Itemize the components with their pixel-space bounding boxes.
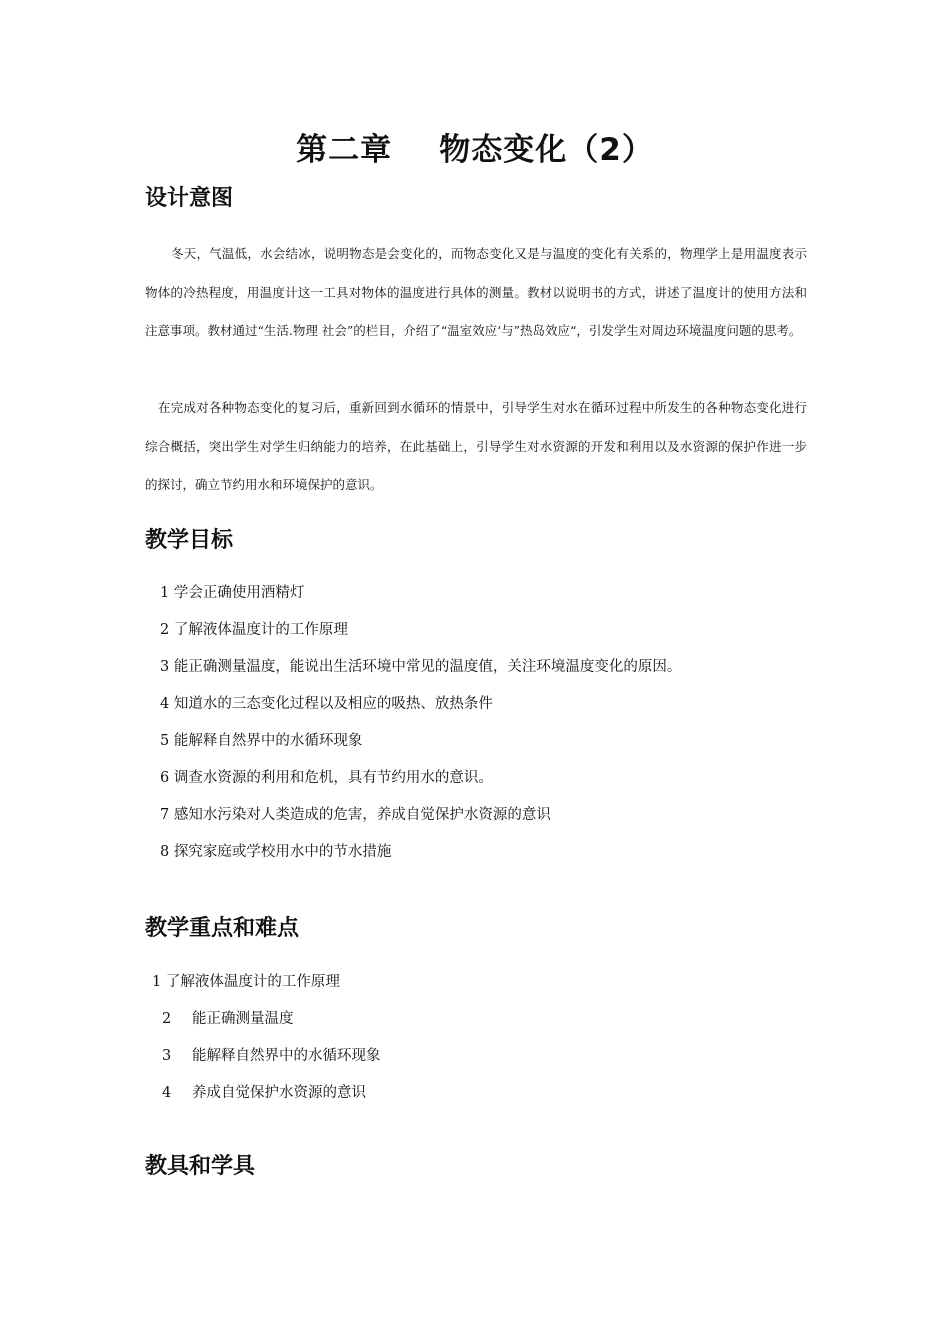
key-point-number: 2 xyxy=(162,1011,172,1027)
key-points-list xyxy=(152,964,381,1112)
heading-key-points: 教学重点和难点 xyxy=(145,916,300,941)
key-point-text: 能正确测量温度 xyxy=(192,1011,294,1027)
objective-item: 2 了解液体温度计的工作原理 xyxy=(160,622,348,638)
key-point-text: 能解释自然界中的水循环现象 xyxy=(192,1048,381,1064)
key-point-item xyxy=(152,1001,381,1038)
key-point-number: 1 xyxy=(152,974,162,990)
design-paragraph-1: 冬天，气温低，水会结冰，说明物态是会变化的，而物态变化又是与温度的变化有关系的，物理学上是用温度表示物体的冷热程度，用温度计这一工具对物体的温度进行具体的测量。教材以说明书的方式，讲述了温度计的使用方法和注意事项。教材通过“生活.物理 社会”的栏目，介绍了“温室效应‘与”热岛效应“，引发学生对周边环境温度问题的思考。 xyxy=(145,246,807,338)
key-point-text: 养成自觉保护水资源的意识 xyxy=(192,1085,366,1101)
key-point-number: 4 xyxy=(162,1085,172,1101)
document-title: 第二章 物态变化（2） xyxy=(296,132,654,168)
objective-item: 4 知道水的三态变化过程以及相应的吸热、放热条件 xyxy=(160,696,493,712)
design-paragraph-2: 在完成对各种物态变化的复习后，重新回到水循环的情景中，引导学生对水在循环过程中所发生的各种物态变化进行综合概括，突出学生对学生归纳能力的培养，在此基础上，引导学生对水资源的开发和利用以及水资源的保护作进一步的探讨，确立节约用水和环境保护的意识。 xyxy=(145,400,807,492)
heading-teaching-objectives: 教学目标 xyxy=(145,528,234,553)
heading-design-intent: 设计意图 xyxy=(145,186,234,211)
heading-teaching-tools: 教具和学具 xyxy=(145,1154,256,1179)
objective-item: 7 感知水污染对人类造成的危害，养成自觉保护水资源的意识 xyxy=(160,807,551,823)
objective-item: 5 能解释自然界中的水循环现象 xyxy=(160,733,363,749)
key-point-number: 3 xyxy=(162,1048,172,1064)
objective-item: 6 调查水资源的利用和危机，具有节约用水的意识。 xyxy=(160,770,493,786)
key-point-item xyxy=(152,1038,381,1075)
objective-item: 1 学会正确使用酒精灯 xyxy=(160,585,305,601)
objective-item: 3 能正确测量温度，能说出生活环境中常见的温度值，关注环境温度变化的原因。 xyxy=(160,659,682,675)
objectives-list xyxy=(160,575,681,871)
key-point-text: 了解液体温度计的工作原理 xyxy=(165,974,340,990)
key-point-item xyxy=(152,1075,381,1112)
key-point-item xyxy=(152,964,381,1001)
objective-item: 8 探究家庭或学校用水中的节水措施 xyxy=(160,844,392,860)
